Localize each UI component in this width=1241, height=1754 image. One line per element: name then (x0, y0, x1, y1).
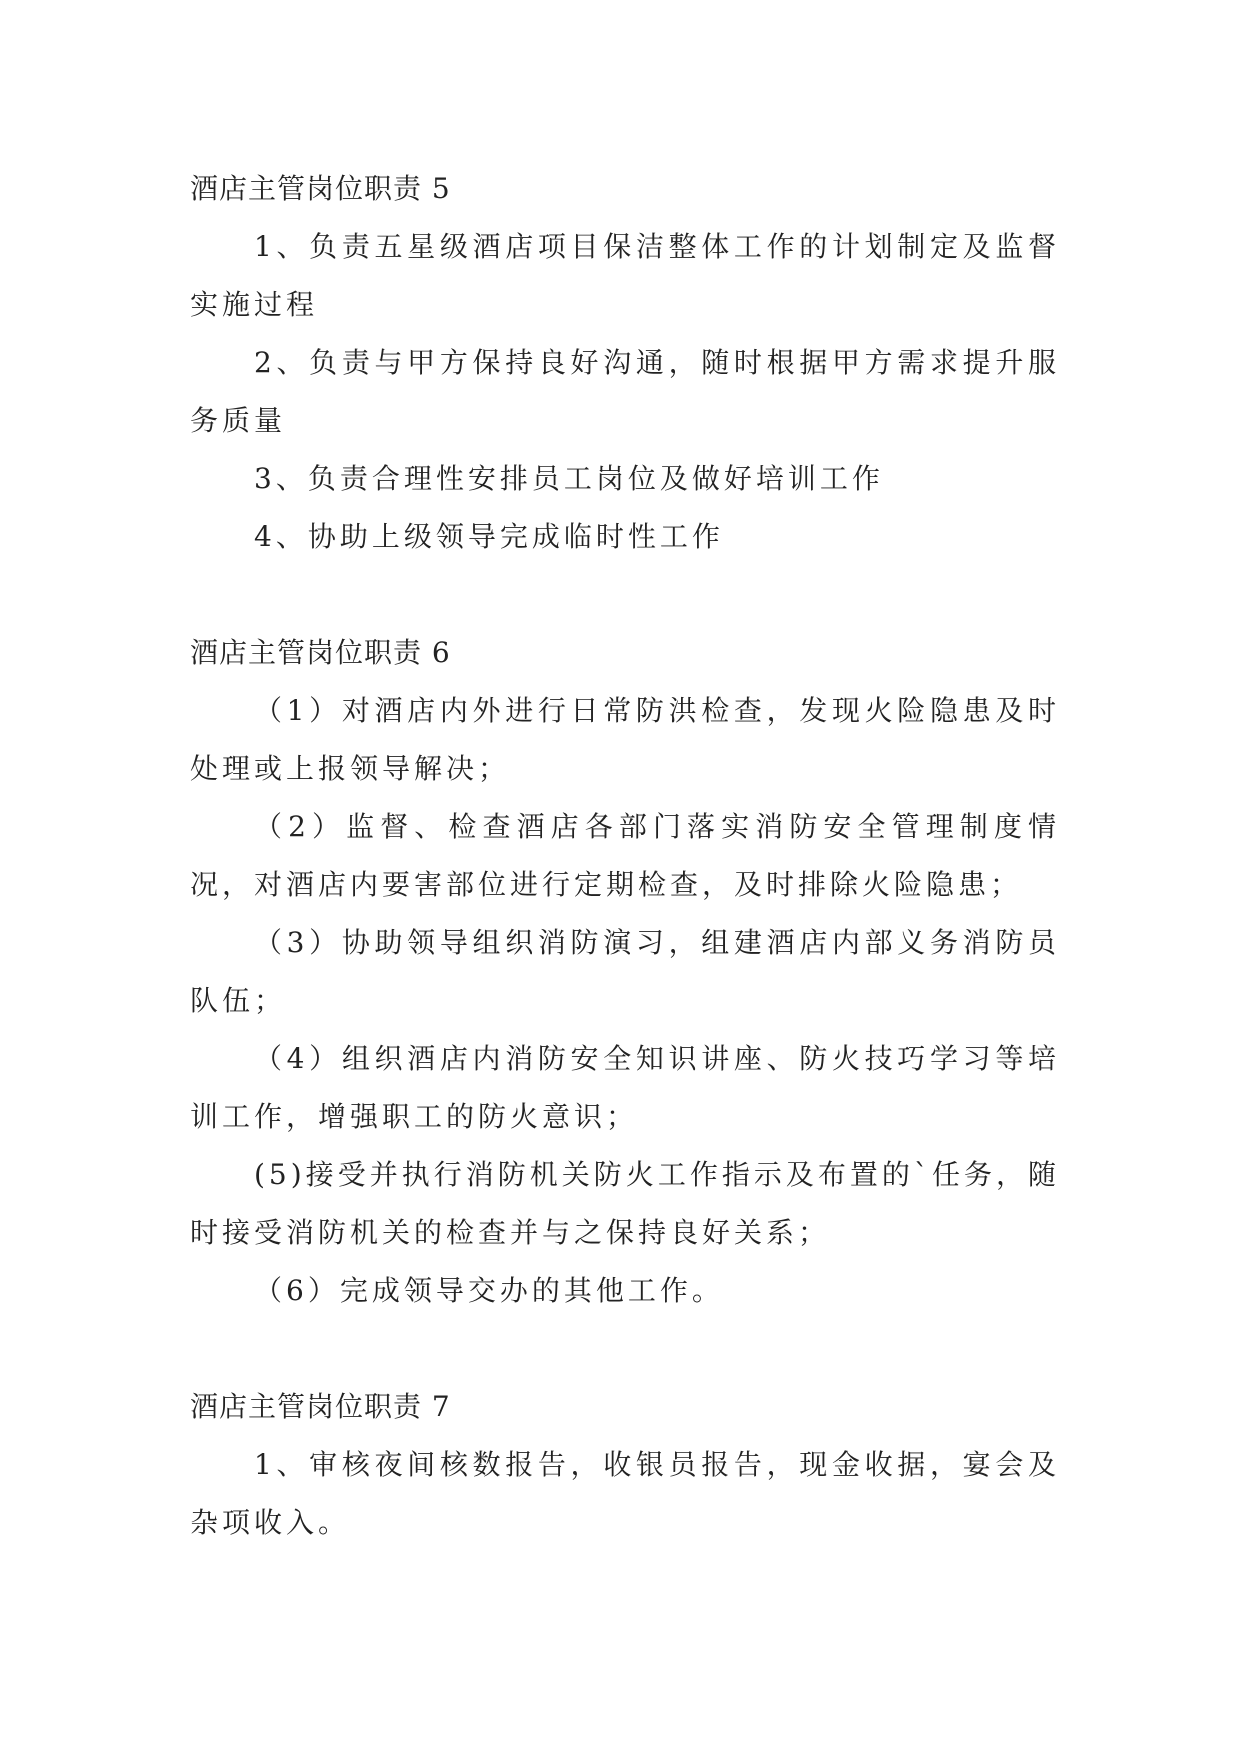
list-item: （1）对酒店内外进行日常防洪检查，发现火险隐患及时处理或上报领导解决； (190, 694, 1060, 785)
list-item: 2、负责与甲方保持良好沟通，随时根据甲方需求提升服务质量 (190, 346, 1060, 437)
document-page (190, 160, 1060, 1552)
section-title: 酒店主管岗位职责 6 (190, 636, 451, 669)
list-item: 4、协助上级领导完成临时性工作 (254, 520, 724, 553)
list-item: 1、审核夜间核数报告，收银员报告，现金收据，宴会及杂项收入。 (190, 1448, 1060, 1539)
list-item: (5)接受并执行消防机关防火工作指示及布置的`任务，随时接受消防机关的检查并与之保持良好关系； (190, 1158, 1060, 1249)
list-item: （2）监督、检查酒店各部门落实消防安全管理制度情况，对酒店内要害部位进行定期检查，及时排除火险隐患； (190, 810, 1060, 901)
section-duties-7 (190, 1378, 1060, 1552)
list-item: （6）完成领导交办的其他工作。 (254, 1274, 724, 1307)
section-title: 酒店主管岗位职责 5 (190, 172, 451, 205)
list-item: 1、负责五星级酒店项目保洁整体工作的计划制定及监督实施过程 (190, 230, 1060, 321)
list-item: （4）组织酒店内消防安全知识讲座、防火技巧学习等培训工作，增强职工的防火意识； (190, 1042, 1060, 1133)
section-title: 酒店主管岗位职责 7 (190, 1390, 451, 1423)
section-duties-6 (190, 624, 1060, 1320)
list-item: （3）协助领导组织消防演习，组建酒店内部义务消防员队伍； (190, 926, 1060, 1017)
section-duties-5 (190, 160, 1060, 566)
list-item: 3、负责合理性安排员工岗位及做好培训工作 (254, 462, 884, 495)
